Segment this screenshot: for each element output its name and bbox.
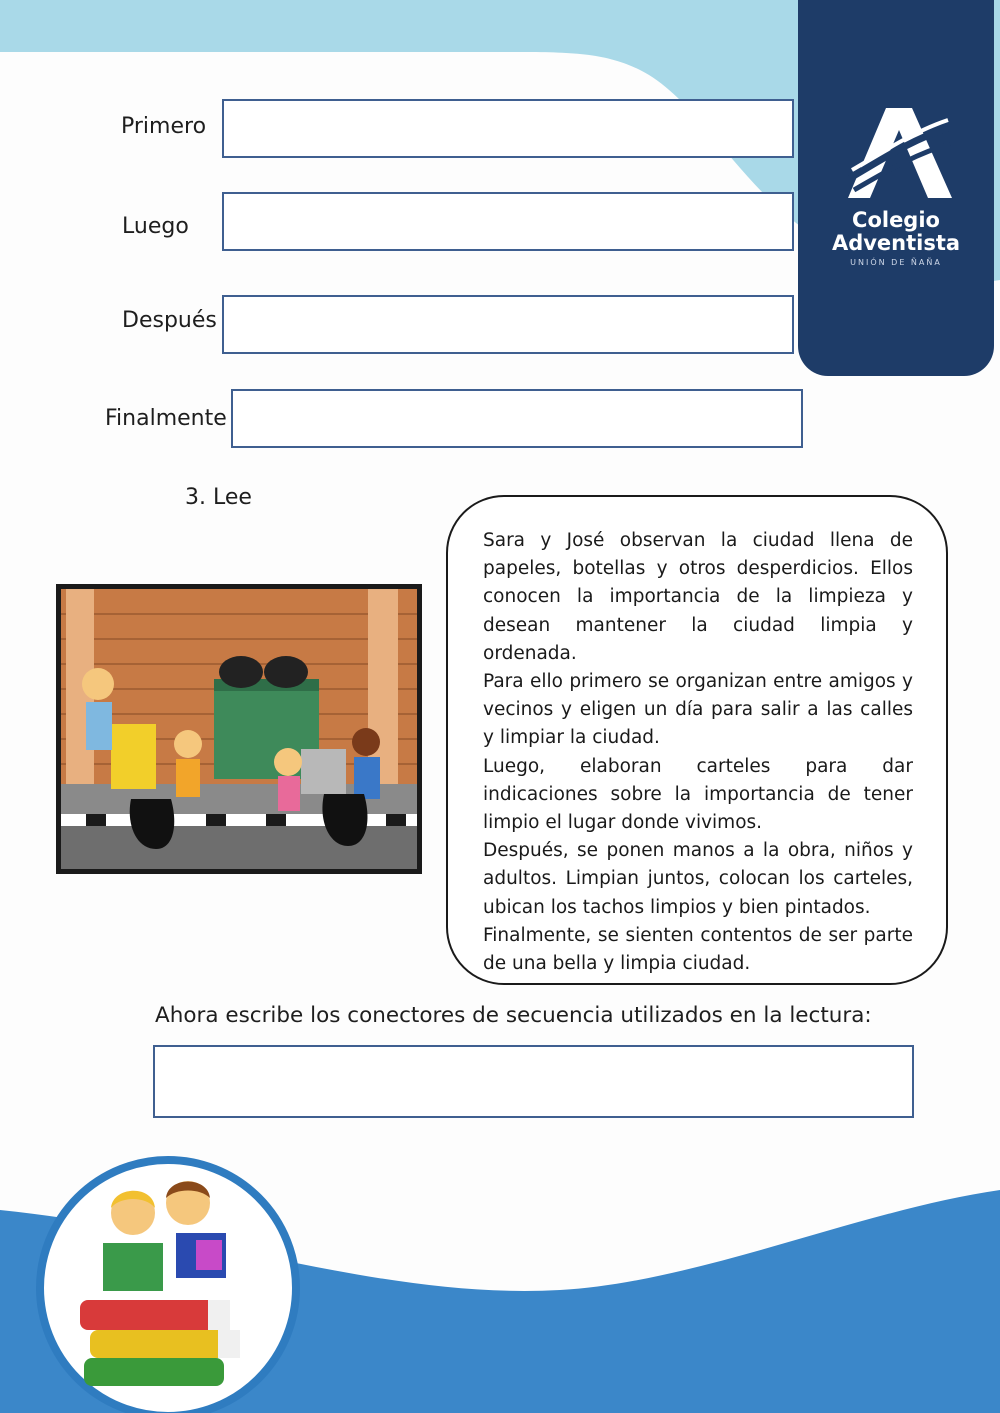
answer-input[interactable] (155, 1047, 912, 1116)
label-luego: Luego (122, 214, 189, 239)
question-text: Ahora escribe los conectores de secuencia utilizados en la lectura: (155, 1003, 872, 1028)
story-paragraph: Luego, elaboran carteles para dar indicaciones sobre la importancia de tener limpio el lugar donde vivimos. (483, 755, 913, 834)
section-title: 3. Lee (185, 485, 252, 510)
story-text (483, 527, 913, 978)
input-finalmente[interactable] (233, 391, 801, 446)
field-despues[interactable] (222, 295, 794, 354)
label-primero: Primero (121, 114, 207, 139)
field-primero[interactable] (222, 99, 794, 158)
answer-field[interactable] (153, 1045, 914, 1118)
story-paragraph: Finalmente, se sienten contentos de ser parte de una bella y limpia ciudad. (483, 924, 913, 975)
story-paragraph: Para ello primero se organizan entre amigos y vecinos y eligen un día para salir a las calles y limpiar la ciudad. (483, 671, 913, 749)
school-logo-icon (848, 100, 952, 204)
label-despues: Después (122, 308, 217, 333)
field-finalmente[interactable] (231, 389, 803, 448)
school-name-line2: Adventista (831, 231, 961, 255)
school-subtitle: UNIÓN DE ÑAÑA (850, 258, 942, 267)
school-name-line1: Colegio (852, 208, 940, 232)
field-luego[interactable] (222, 192, 794, 251)
reading-kids-badge (28, 1148, 308, 1413)
city-cleanup-illustration (56, 584, 422, 874)
input-despues[interactable] (224, 297, 792, 352)
story-paragraph: Sara y José observan la ciudad llena de papeles, botellas y otros desperdicios. Ellos conocen la importancia de la limpieza y desean mantener la ciudad limpia y ordenada. (483, 530, 913, 664)
input-primero[interactable] (224, 101, 792, 156)
label-finalmente: Finalmente (105, 406, 227, 431)
story-paragraph: Después, se ponen manos a la obra, niños y adultos. Limpian juntos, colocan los carteles, ubican los tachos limpios y bien pintados. (483, 840, 913, 918)
input-luego[interactable] (224, 194, 792, 249)
